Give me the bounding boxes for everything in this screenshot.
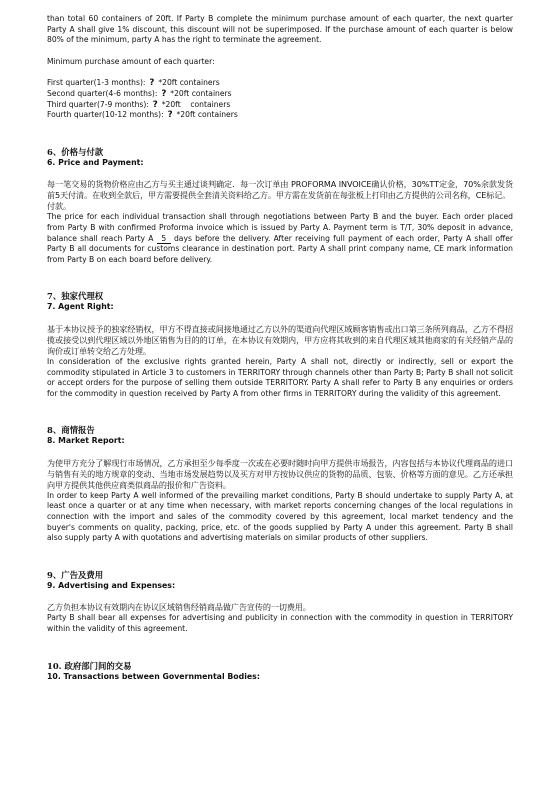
question-mark-icon: ? — [149, 78, 155, 89]
section-7-title-en: 7. Agent Right: — [47, 302, 114, 312]
section-6-title-cn: 6、价格与付款 — [47, 146, 104, 157]
question-mark-icon: ? — [161, 88, 167, 99]
section-8-body-en: In order to keep Party A well informed of the prevailing market conditions, Party B should undertake to supply Party A, at least once a quarter or at any time when necessary, with market reports concerning changes of the local regulations in connection with the import and sales of the commodity covered by this agreement, local market tendency and the buyer's comments on quality, packing, price, etc. of the goods supplied by Party A under this agreement. Party B shall also supply party A with quotations and advertising materials on similar products of other suppliers. — [47, 490, 513, 543]
quarter-value: *20ft containers — [161, 99, 231, 109]
intro-paragraph: than total 60 containers of 20ft. If Party B complete the minimum purchase amount of each quarter, the next quarter Party A shall give 1% discount, this discount will not be superimposed. If the purchase amount of each quarter is below 80% of the minimum, party A has the right to terminate the agreement. — [47, 14, 513, 45]
section-9-title-en: 9. Advertising and Expenses: — [47, 580, 176, 590]
section-7-title-cn: 7、独家代理权 — [47, 291, 104, 302]
quarter-value: *20ft containers — [176, 110, 238, 120]
quarter-label: Second quarter(4-6 months): — [47, 88, 158, 98]
section-6-body-en-pre: The price for each individual transaction shall through negotiations between Party B and the buyer. Each order placed from Party B with confirmed Proforma invoice which is issued by Party A. Payment term is T/T, 30% deposit in advance, balance shall reach Party A — [47, 212, 513, 243]
minimum-purchase-title: Minimum purchase amount of each quarter: — [47, 56, 215, 66]
quarter-value: *20ft containers — [158, 78, 220, 88]
section-advertising — [47, 570, 513, 635]
quarter-row-1 — [47, 78, 513, 89]
section-market-report — [47, 425, 513, 544]
question-mark-icon: ? — [152, 99, 158, 110]
section-agent-right — [47, 291, 513, 399]
section-6-body-cn: 每一笔交易的货物价格应由乙方与买主通过谈判确定．每一次订单由 PROFORMA INVOICE确认价格，30%TT定金，70%余款发货前5天付清。在收到全款后，甲方需要提供全套清关资料给乙方。甲方需在发货前在每张板上打印由乙方提供的公司名称，CE标记。 — [47, 179, 513, 201]
quarter-row-4 — [47, 110, 513, 121]
section-6-title-en: 6. Price and Payment: — [47, 157, 144, 167]
section-6-body-en-post: days before the delivery. After receiving full payment of each order, Party A shall offer Party B all documents for customs clearance in destination port. Party A shall print company name, CE mark information from Party B on each board before delivery. — [47, 233, 513, 264]
section-governmental-transactions — [47, 661, 513, 683]
section-9-body-cn: 乙方负担本协议有效期内在协议区域销售经销商品做广告宣传的一切费用。 — [47, 602, 311, 613]
section-6-body-en — [47, 212, 513, 265]
question-mark-icon: ? — [167, 110, 173, 121]
section-9-body-en: Party B shall bear all expenses for advertising and publicity in connection with the commodity in question in TERRITORY within the validity of this agreement. — [47, 613, 513, 634]
section-6-body-cn-2: 付款。 — [47, 201, 71, 212]
section-10-title-cn: 10. 政府部门间的交易 — [47, 660, 132, 671]
quarter-label: Third quarter(7-9 months): — [47, 99, 149, 109]
section-7-body-en: In consideration of the exclusive rights granted herein, Party A shall not, directly or indirectly, sell or export the commodity stipulated in Article 3 to customers in TERRITORY through channels other than Party B; Party B shall not solicit or accept orders for the purpose of selling them outside TERRITORY. Party A shall refer to Party B any enquiries or orders for the commodity in question received by Party A from other firms in TERRITORY during the validity of this agreement. — [47, 356, 513, 398]
quarter-row-2 — [47, 89, 513, 100]
quarter-label: First quarter(1-3 months): — [47, 78, 146, 88]
section-8-title-en: 8. Market Report: — [47, 436, 125, 446]
days-blank: 5 — [157, 234, 171, 244]
quarter-row-3 — [47, 100, 513, 111]
section-8-body-cn: 为使甲方充分了解现行市场情况，乙方承担至少每季度一次或在必要时随时向甲方提供市场报告，内容包括与本协议代理商品的进口与销售有关的地方规章的变动、当地市场发展趋势以及买方对甲方按协议供应的货物的品质、包装、价格等方面的意见。乙方还承担向甲方提供其他供应商类似商品的报价和广告资料。 — [47, 457, 513, 490]
quarter-label: Fourth quarter(10-12 months): — [47, 110, 164, 120]
quarter-list — [47, 78, 513, 120]
section-10-title-en: 10. Transactions between Governmental Bodies: — [47, 671, 260, 681]
section-price-payment — [47, 147, 513, 266]
quarter-value: *20ft containers — [170, 88, 232, 98]
document-page — [47, 14, 513, 682]
section-7-body-cn: 基于本协议授予的独家经销权，甲方不得直接或间接地通过乙方以外的渠道向代理区域顾客销售或出口第三条所列商品，乙方不得招揽或接受以到代理区域以外地区销售为目的的订单，在本协议有效期内，甲方应将其收到的来自代理区域其他商家的有关经销产品的询价或订单转交给乙方处理。 — [47, 323, 513, 356]
section-9-title-cn: 9、广告及费用 — [47, 569, 104, 580]
section-8-title-cn: 8、商情报告 — [47, 425, 95, 436]
